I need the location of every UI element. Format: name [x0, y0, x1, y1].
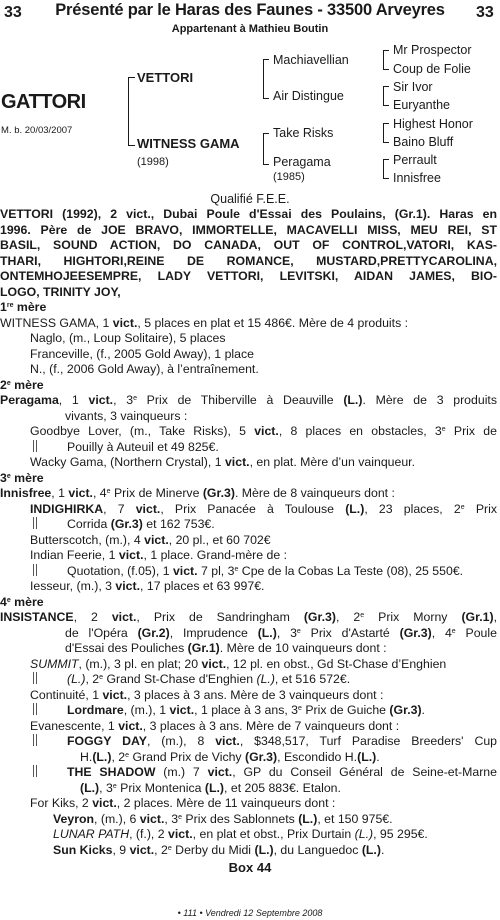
page-title: Présenté par le Haras des Faunes - 33500 Arveyres	[55, 1, 445, 19]
third-dam-line: Innisfree, 1 vict., 4e Prix de Minerve (Gr.3). Mère de 8 vainqueurs dont :	[0, 486, 395, 500]
pedigree-dam: WITNESS GAMA	[137, 136, 240, 151]
second-dam-produce: Wacky Gama, (Northern Crystal), 1 vict., en plat. Mère d’un vainqueur.	[30, 455, 416, 469]
page-number-right: 33	[476, 4, 494, 21]
fourth-dam-grandproduce: FOGGY DAY, (m.), 8 vict., $348,517, Turf Paradise Breeders' Cup	[0, 734, 497, 750]
section-title-second-dam: 2e mère	[0, 377, 44, 392]
pedigree-g3-3: Sir Ivor	[393, 80, 433, 94]
fourth-dam-produce: (L.), 2e Grand St-Chase d'Enghien (L.), et 516 572€.	[0, 672, 497, 688]
third-dam-produce: Corrida (Gr.3) et 162 753€.	[0, 517, 497, 533]
fourth-dam-grandproduce: H.(L.), 2e Grand Prix de Vichy (Gr.3), Escondido H.(L.).	[80, 749, 380, 764]
pedigree-notes	[0, 207, 497, 858]
second-dam-produce: Goodbye Lover, (m., Take Risks), 5 vict., 8 places en obstacles, 3e Prix de	[30, 424, 497, 438]
pedigree-dam-year: (1998)	[137, 156, 169, 168]
fourth-dam-grandproduce: Veyron, (m.), 6 vict., 3e Prix des Sablonnets (L.), et 150 975€.	[53, 811, 393, 826]
third-dam-produce: Butterscotch, (m.), 4 vict., 20 pl., et 60 702€	[30, 532, 271, 547]
sire-paragraph-line: 1996. Père de JOE BRAVO, IMMORTELLE, MACAVELLI MISS, MEU REI, ST	[0, 222, 497, 237]
fourth-dam-line: d'Essai des Pouliches (Gr.1). Mère de 10 vainqueurs dont :	[65, 641, 387, 655]
pedigree-g3-6: Baino Bluff	[393, 135, 454, 149]
pedigree-dam-sire: Take Risks	[273, 126, 334, 140]
fourth-dam-grandproduce: Sun Kicks, 9 vict., 2e Derby du Midi (L.), du Languedoc (L.).	[53, 842, 385, 857]
qualified-label: Qualifié F.E.E.	[210, 192, 290, 206]
second-dam-line: vivants, 3 vainqueurs :	[65, 408, 188, 423]
second-dam-line: Peragama, 1 vict., 3e Prix de Thiberville à Deauville (L.). Mère de 3 produits	[0, 393, 497, 407]
first-dam-produce: Naglo, (m., Loup Solitaire), 5 places	[30, 331, 226, 345]
box-number: Box 44	[228, 860, 272, 875]
fourth-dam-grandproduce: THE SHADOW (m.) 7 vict., GP du Conseil Général de Seine-et-Marne	[0, 765, 497, 781]
fourth-dam-line: INSISTANCE, 2 vict., Prix de Sandringham (Gr.3), 2e Prix Morny (Gr.1),	[0, 610, 497, 624]
page-number-left: 33	[4, 4, 22, 21]
pedigree-bracket-sire	[263, 59, 269, 99]
pedigree-sire-dam: Air Distingue	[273, 89, 344, 103]
pedigree-bracket-g3-4	[383, 159, 389, 179]
pedigree-g3-2: Coup de Folie	[393, 62, 471, 76]
pedigree-bracket-g3-2	[383, 86, 389, 106]
first-dam-produce: Franceville, (f., 2005 Gold Away), 1 place	[30, 346, 254, 361]
section-title-first-dam: 1re mère	[0, 300, 47, 314]
fourth-dam-grandproduce: LUNAR PATH, (f.), 2 vict., en plat et obst., Prix Durtain (L.), 95 295€.	[53, 827, 428, 841]
fourth-dam-produce: Evanescente, 1 vict., 3 places à 3 ans. Mère de 7 vainqueurs dont :	[30, 718, 400, 733]
pedigree-g3-7: Perrault	[393, 153, 437, 167]
fourth-dam-produce: SUMMIT, (m.), 3 pl. en plat; 20 vict., 12 pl. en obst., Gd St-Chase d’Enghien	[30, 656, 447, 671]
third-dam-produce: Quotation, (f.05), 1 vict. 7 pl, 3e Cpe de la Cobas La Teste (08), 25 550€.	[0, 564, 497, 580]
sire-paragraph-line: BASIL, SOUND ACTION, DO CANADA, OUT OF CONTROL,VATORI, KAS-	[0, 238, 497, 252]
pedigree-dam-dam: Peragama	[273, 155, 331, 169]
owner-line: Appartenant à Mathieu Boutin	[171, 23, 329, 35]
horse-sex-birth: M. b. 20/03/2007	[1, 125, 73, 136]
horse-name: GATTORI	[1, 91, 86, 113]
sire-paragraph-line: LOGO, TRINITY JOY,	[0, 284, 121, 299]
pedigree-g3-5: Highest Honor	[393, 117, 473, 131]
pedigree-sire: VETTORI	[137, 70, 194, 85]
first-dam-produce: N., (f., 2006 Gold Away), à l’entraînement.	[30, 362, 259, 376]
section-title-third-dam: 3e mère	[0, 470, 44, 485]
second-dam-produce: Pouilly à Auteuil et 49 825€.	[0, 440, 497, 456]
pedigree-bracket-g3-3	[383, 123, 389, 143]
third-dam-produce: Indian Feerie, 1 vict., 1 place. Grand-mère de :	[30, 548, 288, 562]
sire-paragraph-line: THARI, HIGHTORI,REINE DE ROMANCE, MUSTARD,PRETTYCAROLINA,	[0, 253, 497, 268]
fourth-dam-produce: For Kiks, 2 vict., 2 places. Mère de 11 vainqueurs dont :	[30, 796, 336, 810]
first-dam-line: WITNESS GAMA, 1 vict., 5 places en plat et 15 486€. Mère de 4 produits :	[0, 315, 409, 330]
pedigree-sire-sire: Machiavellian	[273, 53, 349, 67]
pedigree-g3-8: Innisfree	[393, 171, 441, 185]
sire-paragraph-line: ONTEMHOJEESEMPRE, LADY VETTORI, LEVITSKI, AIDAN JAMES, BIO-	[0, 269, 497, 283]
fourth-dam-grandproduce: (L.), 3e Prix Montenica (L.), et 205 883€. Etalon.	[80, 780, 341, 795]
sire-paragraph-line: VETTORI (1992), 2 vict., Dubai Poule d'Essai des Poulains, (Gr.1). Haras en	[0, 207, 497, 221]
pedigree-dam-dam-year: (1985)	[273, 171, 305, 183]
pedigree-bracket-g3-1	[383, 50, 389, 70]
pedigree-g3-1: Mr Prospector	[393, 43, 472, 57]
pedigree-bracket-dam	[263, 133, 269, 165]
pedigree-g3-4: Euryanthe	[393, 98, 450, 112]
page-footer: • 111 • Vendredi 12 Septembre 2008	[177, 908, 323, 918]
fourth-dam-produce: Continuité, 1 vict., 3 places à 3 ans. Mère de 3 vainqueurs dont :	[30, 687, 384, 702]
third-dam-produce: INDIGHIRKA, 7 vict., Prix Panacée à Toulouse (L.), 23 places, 2e Prix	[30, 501, 497, 516]
fourth-dam-grandproduce: Lordmare, (m.), 1 vict., 1 place à 3 ans, 3e Prix de Guiche (Gr.3).	[0, 703, 497, 719]
fourth-dam-line: de l'Opéra (Gr.2), Imprudence (L.), 3e Prix d'Astarté (Gr.3), 4e Poule	[65, 625, 497, 640]
third-dam-produce: Iesseur, (m.), 3 vict., 17 places et 63 997€.	[30, 579, 265, 593]
pedigree-bracket-gen1	[128, 77, 135, 146]
section-title-fourth-dam: 4e mère	[0, 594, 44, 609]
